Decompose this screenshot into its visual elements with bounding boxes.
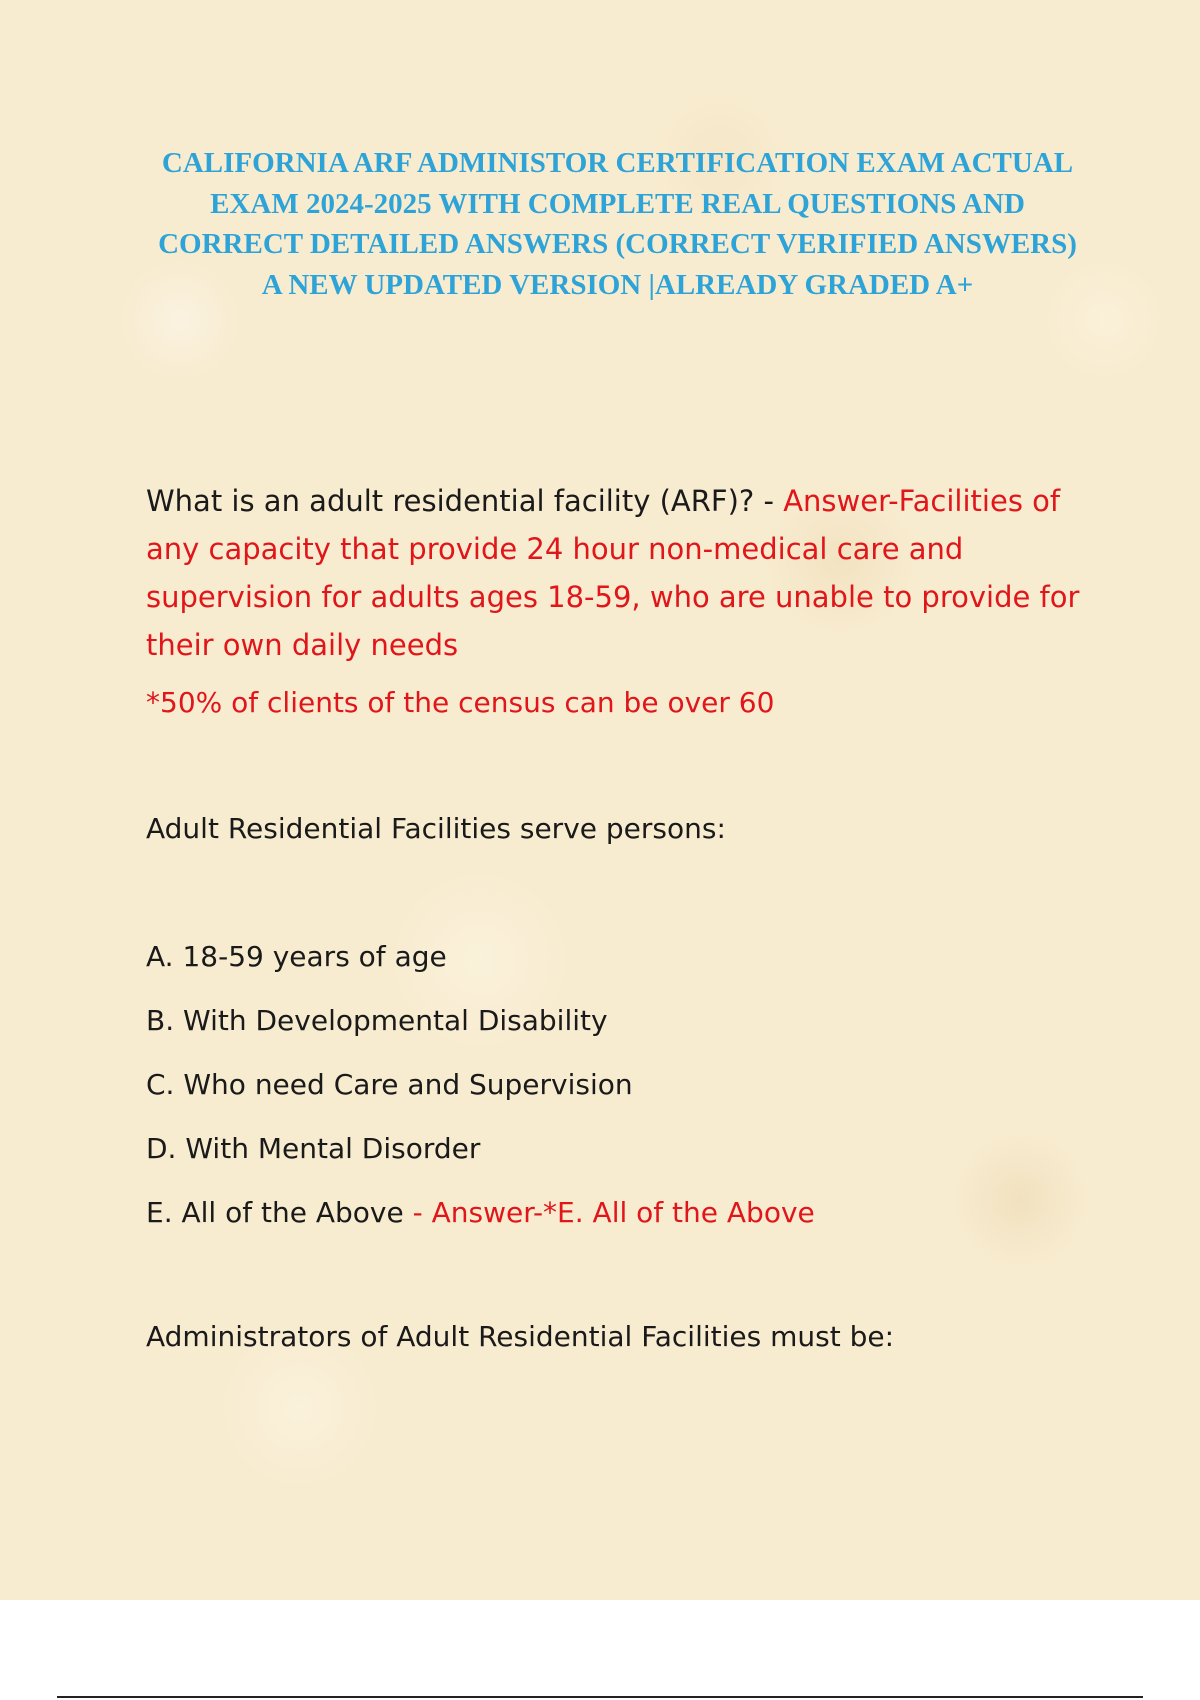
footer-divider xyxy=(57,1696,1143,1698)
question-2-answer: Answer-*E. All of the Above xyxy=(431,1196,815,1229)
question-1-text: What is an adult residential facility (ARF)? - xyxy=(146,484,784,518)
option-e-text: E. All of the Above xyxy=(146,1196,404,1229)
question-1 xyxy=(146,477,1086,669)
question-2-text: Adult Residential Facilities serve persons: xyxy=(146,812,726,845)
option-e xyxy=(146,1193,1086,1233)
question-1-answer: Answer-Facilities of any capacity that provide 24 hour non-medical care and supervision for adults ages 18-59, who are unable to provide for their own daily needs xyxy=(146,484,1080,662)
question-3-text: Administrators of Adult Residential Facilities must be: xyxy=(146,1320,895,1353)
document-content xyxy=(146,477,1086,1357)
option-b: B. With Developmental Disability xyxy=(146,1004,608,1037)
question-1-note: *50% of clients of the census can be over 60 xyxy=(146,686,775,719)
option-c: C. Who need Care and Supervision xyxy=(146,1068,633,1101)
document-title: CALIFORNIA ARF ADMINISTOR CERTIFICATION EXAM ACTUAL EXAM 2024-2025 WITH COMPLETE REAL QUESTIONS AND CORRECT DETAILED ANSWERS (CORRECT VERIFIED ANSWERS) A NEW UPDATED VERSION |ALREADY GRADED A+ xyxy=(158,147,1077,301)
option-d: D. With Mental Disorder xyxy=(146,1132,481,1165)
option-a: A. 18-59 years of age xyxy=(146,940,447,973)
answer-separator: - xyxy=(403,1196,432,1229)
question-2-options xyxy=(146,937,1086,1233)
